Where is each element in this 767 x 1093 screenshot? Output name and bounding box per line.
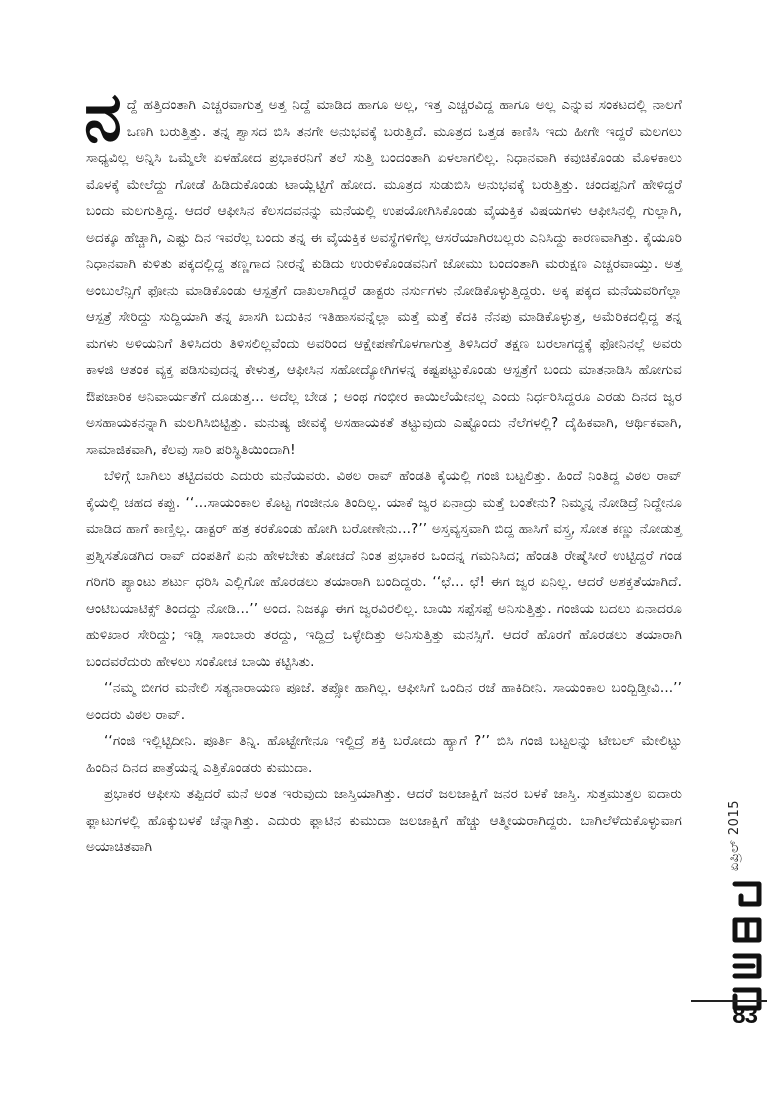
magazine-logo-glyphs [727,878,767,1014]
article-body [84,78,682,861]
paragraph-1-text: ದ್ದೆ ಹತ್ತಿದಂತಾಗಿ ಎಚ್ಚರವಾಗುತ್ತ ಅತ್ತ ನಿದ್ದೆ ಮಾಡಿದ ಹಾಗೂ ಅಲ್ಲ, ಇತ್ತ ಎಚ್ಚರವಿದ್ದ ಹಾಗೂ ಅಲ್ಲ ಎನ್ನುವ ಸಂಕಟದಲ್ಲಿ ನಾಲಗೆ ಒಣಗಿ ಬರುತ್ತಿತ್ತು. ತನ್ನ ಶ್ವಾಸದ ಬಿಸಿ ತನಗೇ ಅನುಭವಕ್ಕೆ ಬರುತ್ತಿದೆ. ಮೂತ್ರದ ಒತ್ತಡ ಕಾಣಿಸಿ ಇದು ಹೀಗೇ ಇದ್ದರೆ ಮಲಗಲು ಸಾಧ್ಯವಿಲ್ಲ ಅನ್ನಿಸಿ ಒಮ್ಮೆಲೇ ಏಳಹೋದ ಪ್ರಭಾಕರನಿಗೆ ತಲೆ ಸುತ್ತಿ ಬಂದಂತಾಗಿ ಏಳಲಾಗಲಿಲ್ಲ. ನಿಧಾನವಾಗಿ ಕವುಚಿಕೊಂಡು ಮೊಳಕಾಲು ಮೊಳಕ್ಕೆ ಮೇಲೆದ್ದು ಗೋಡೆ ಹಿಡಿದುಕೊಂಡು ಟಾಯ್ಲೆಟ್ಟಿಗೆ ಹೋದ. ಮೂತ್ರದ ಸುಡುಬಿಸಿ ಅನುಭವಕ್ಕೆ ಬರುತ್ತಿತ್ತು. ಚಂದಪ್ಪನಿಗೆ ಹೇಳಿದ್ದರೆ ಬಂದು ಮಲಗುತ್ತಿದ್ದ. ಆದರೆ ಆಫೀಸಿನ ಕೆಲಸದವನನ್ನು ಮನೆಯಲ್ಲಿ ಉಪಯೋಗಿಸಿಕೊಂಡು ವೈಯಕ್ತಿಕ ವಿಷಯಗಳು ಆಫೀಸಿನಲ್ಲಿ ಗುಲ್ಲಾಗಿ, ಅದಕ್ಕೂ ಹೆಚ್ಚಾಗಿ, ಎಷ್ಟು ದಿನ ಇವರೆಲ್ಲ ಬಂದು ತನ್ನ ಈ ವೈಯಕ್ತಿಕ ಅವಸ್ಥೆಗಳಿಗೆಲ್ಲ ಆಸರೆಯಾಗಿರಬಲ್ಲರು ಎನಿಸಿದ್ದು ಕಾರಣವಾಗಿತ್ತು. ಕೈಯೂರಿ ನಿಧಾನವಾಗಿ ಕುಳಿತು ಪಕ್ಕದಲ್ಲಿದ್ದ ತಣ್ಣಗಾದ ನೀರನ್ನೆ ಕುಡಿದು ಉರುಳಿಕೊಂಡವನಿಗೆ ಜೋಮು ಬಂದಂತಾಗಿ ಮರುಕ್ಷಣ ಎಚ್ಚರವಾಯ್ತು. ಅತ್ತ ಅಂಬುಲೆನ್ಸಿಗೆ ಫೋನು ಮಾಡಿಕೊಂಡು ಆಸ್ಪತ್ರೆಗೆ ದಾಖಲಾಗಿದ್ದರೆ ಡಾಕ್ಟರು ನರ್ಸುಗಳು ನೋಡಿಕೊಳ್ಳುತ್ತಿದ್ದರು. ಅಕ್ಕ ಪಕ್ಕದ ಮನೆಯವರಿಗೆಲ್ಲಾ ಆಸ್ಪತ್ರೆ ಸೇರಿದ್ದು ಸುದ್ದಿಯಾಗಿ ತನ್ನ ಖಾಸಗಿ ಬದುಕಿನ ಇತಿಹಾಸವನ್ನೆಲ್ಲಾ ಮತ್ತೆ ಮತ್ತೆ ಕೆದಕಿ ನೆನಪು ಮಾಡಿಕೊಳ್ಳುತ್ತ, ಅಮೆರಿಕದಲ್ಲಿದ್ದ ತನ್ನ ಮಗಳು ಅಳಿಯನಿಗೆ ತಿಳಿಸಿದರು ತಿಳಿಸಲಿಲ್ಲವೆಂದು ಅವರಿಂದ ಆಕ್ಷೇಪಣೆಗೊಳಗಾಗುತ್ತ ತಿಳಿಸಿದರೆ ತಕ್ಷಣ ಬರಲಾಗದ್ದಕ್ಕೆ ಫೋನಿನಲ್ಲೆ ಅವರು ಕಾಳಜಿ ಆತಂಕ ವ್ಯಕ್ತ ಪಡಿಸುವುದನ್ನ ಕೇಳುತ್ತ, ಆಫೀಸಿನ ಸಹೋದ್ಯೋಗಿಗಳನ್ನ ಕಷ್ಟಪಟ್ಟುಕೊಂಡು ಆಸ್ಪತ್ರೆಗೆ ಬಂದು ಮಾತನಾಡಿಸಿ ಹೋಗುವ ಔಪಚಾರಿಕ ಅನಿವಾರ್ಯತೆಗೆ ದೂಡುತ್ತ... ಅದೆಲ್ಲ ಬೇಡ ; ಅಂಥ ಗಂಭೀರ ಕಾಯಿಲೆಯೇನಲ್ಲ ಎಂದು ನಿರ್ಧರಿಸಿದ್ದರೂ ಎರಡು ದಿನದ ಜ್ವರ ಅಸಹಾಯಕನನ್ನಾಗಿ ಮಲಗಿಸಿಬಿಟ್ಟಿತ್ತು. ಮನುಷ್ಯ ಜೀವಕ್ಕೆ ಅಸಹಾಯಕತೆ ತಟ್ಟುವುದು ಎಷ್ಟೊಂದು ನೆಲೆಗಳಲ್ಲಿ? ದೈಹಿಕವಾಗಿ, ಆರ್ಥಿಕವಾಗಿ, ಸಾಮಾಜಿಕವಾಗಿ, ಕೆಲವು ಸಾರಿ ಪರಿಸ್ಥಿತಿಯಿಂದಾಗಿ! [86,97,682,458]
page-number: 83 [732,1002,757,1029]
paragraph-5: ಪ್ರಭಾಕರ ಆಫೀಸು ತಪ್ಪಿದರೆ ಮನೆ ಅಂತ ಇರುವುದು ಜಾಸ್ತಿಯಾಗಿತ್ತು. ಆದರೆ ಜಲಜಾಕ್ಷಿಗೆ ಜನರ ಬಳಕೆ ಜಾಸ್ತಿ. ಸುತ್ತಮುತ್ತಲ ಐದಾರು ಫ್ಲಾಟುಗಳಲ್ಲಿ ಹೊಕ್ಕುಬಳಕೆ ಚೆನ್ನಾಗಿತ್ತು. ಎದುರು ಫ್ಲಾಟಿನ ಕುಮುದಾ ಜಲಜಾಕ್ಷಿಗೆ ಹೆಚ್ಚು ಆತ್ಮೀಯರಾಗಿದ್ದರು. ಬಾಗಿಲೆಳೆದುಕೊಳ್ಳುವಾಗ ಅಯಾಚಿತವಾಗಿ [86,786,682,855]
paragraph-2: ಬೆಳಿಗ್ಗೆ ಬಾಗಿಲು ತಟ್ಟಿದವರು ಎದುರು ಮನೆಯವರು. ವಿಠಲ ರಾವ್ ಹೆಂಡತಿ ಕೈಯಲ್ಲಿ ಗಂಜಿ ಬಟ್ಟಲಿತ್ತು. ಹಿಂದೆ ನಿಂತಿದ್ದ ವಿಠಲ ರಾವ್ ಕೈಯಲ್ಲಿ ಚಹದ ಕಪ್ಪು. ‘‘...ಸಾಯಂಕಾಲ ಕೊಟ್ಟ ಗಂಜೀನೂ ತಿಂದಿಲ್ಲ. ಯಾಕೆ ಜ್ವರ ಏನಾದ್ರು ಮತ್ತೆ ಬಂತೇನು? ನಿಮ್ಮನ್ನ ನೋಡಿದ್ರೆ ನಿದ್ದೇನೂ ಮಾಡಿದ ಹಾಗೆ ಕಾಣ್ತಿಲ್ಲ. ಡಾಕ್ಟರ್ ಹತ್ರ ಕರಕೊಂಡು ಹೋಗಿ ಬರೋಣೇನು...?’’ ಅಸ್ತವ್ಯಸ್ತವಾಗಿ ಬಿದ್ದ ಹಾಸಿಗೆ ವಸ್ತ್ರ, ಸೋತ ಕಣ್ಣು ನೋಡುತ್ತ ಪ್ರಶ್ನಿಸತೊಡಗಿದ ರಾವ್ ದಂಪತಿಗೆ ಏನು ಹೇಳಬೇಕು ತೋಚದೆ ನಿಂತ ಪ್ರಭಾಕರ ಒಂದನ್ನ ಗಮನಿಸಿದ; ಹೆಂಡತಿ ರೇಷ್ಮೆಸೀರೆ ಉಟ್ಟಿದ್ದರೆ ಗಂಡ ಗರಿಗರಿ ಪ್ಯಾಂಟು ಶರ್ಟು ಧರಿಸಿ ಎಲ್ಲಿಗೋ ಹೊರಡಲು ತಯಾರಾಗಿ ಬಂದಿದ್ದರು. ‘‘ಛೆ... ಛೆ! ಈಗ ಜ್ವರ ಏನಿಲ್ಲ. ಆದರೆ ಅಶಕ್ತತೆಯಾಗಿದೆ. ಆಂಟಿಬಯಾಟಿಕ್ಸ್ ತಿಂದದ್ದು ನೋಡಿ...’’ ಅಂದ. ನಿಜಕ್ಕೂ ಈಗ ಜ್ವರವಿರಲಿಲ್ಲ. ಬಾಯಿ ಸಪ್ಪೆಸಪ್ಪೆ ಅನಿಸುತ್ತಿತ್ತು. ಗಂಜಿಯ ಬದಲು ಏನಾದರೂ ಹುಳಿಖಾರ ಸೇರಿದ್ದು; ಇಡ್ಲಿ ಸಾಂಬಾರು ತರದ್ದು, ಇದ್ದಿದ್ರೆ ಒಳ್ಳೇದಿತ್ತು ಅನಿಸುತ್ತಿತ್ತು ಮನಸ್ಸಿಗೆ. ಆದರೆ ಹೊರಗೆ ಹೊರಡಲು ತಯಾರಾಗಿ ಬಂದವರೆದುರು ಹೇಳಲು ಸಂಕೋಚ ಬಾಯಿ ಕಟ್ಟಿಸಿತು. [86,468,682,670]
paragraph-1 [84,78,682,463]
magazine-logo [727,878,767,1014]
paragraph-3: ‘‘ನಮ್ಮ ಬೀಗರ ಮನೇಲಿ ಸತ್ಯನಾರಾಯಣ ಪೂಜೆ. ತಪ್ಸೋ ಹಾಗಿಲ್ಲ. ಆಫೀಸಿಗೆ ಒಂದಿನ ರಜೆ ಹಾಕಿದೀನಿ. ಸಾಯಂಕಾಲ ಬಂದ್ಬಿಡ್ತೀವಿ...’’ ಅಂದರು ವಿಠಲ ರಾವ್. [86,680,682,723]
page-sidebar [687,790,767,1030]
paragraph-4: ‘‘ಗಂಜಿ ಇಲ್ಲಿಟ್ಟಿದೀನಿ. ಪೂರ್ತಿ ತಿನ್ನಿ. ಹೊಟ್ಟೇಗೇನೂ ಇಲ್ದಿದ್ರೆ ಶಕ್ತಿ ಬರೋದು ಹ್ಯಾಗೆ ?’’ ಬಿಸಿ ಗಂಜಿ ಬಟ್ಟಲನ್ನು ಟೇಬಲ್ ಮೇಲಿಟ್ಟು ಹಿಂದಿನ ದಿನದ ಪಾತ್ರೆಯನ್ನ ಎತ್ತಿಕೊಂಡರು ಕುಮುದಾ. [86,733,682,776]
drop-cap: ನ [84,78,122,157]
issue-date: ಏಪ್ರಿಲ್ 2015 [727,800,742,872]
